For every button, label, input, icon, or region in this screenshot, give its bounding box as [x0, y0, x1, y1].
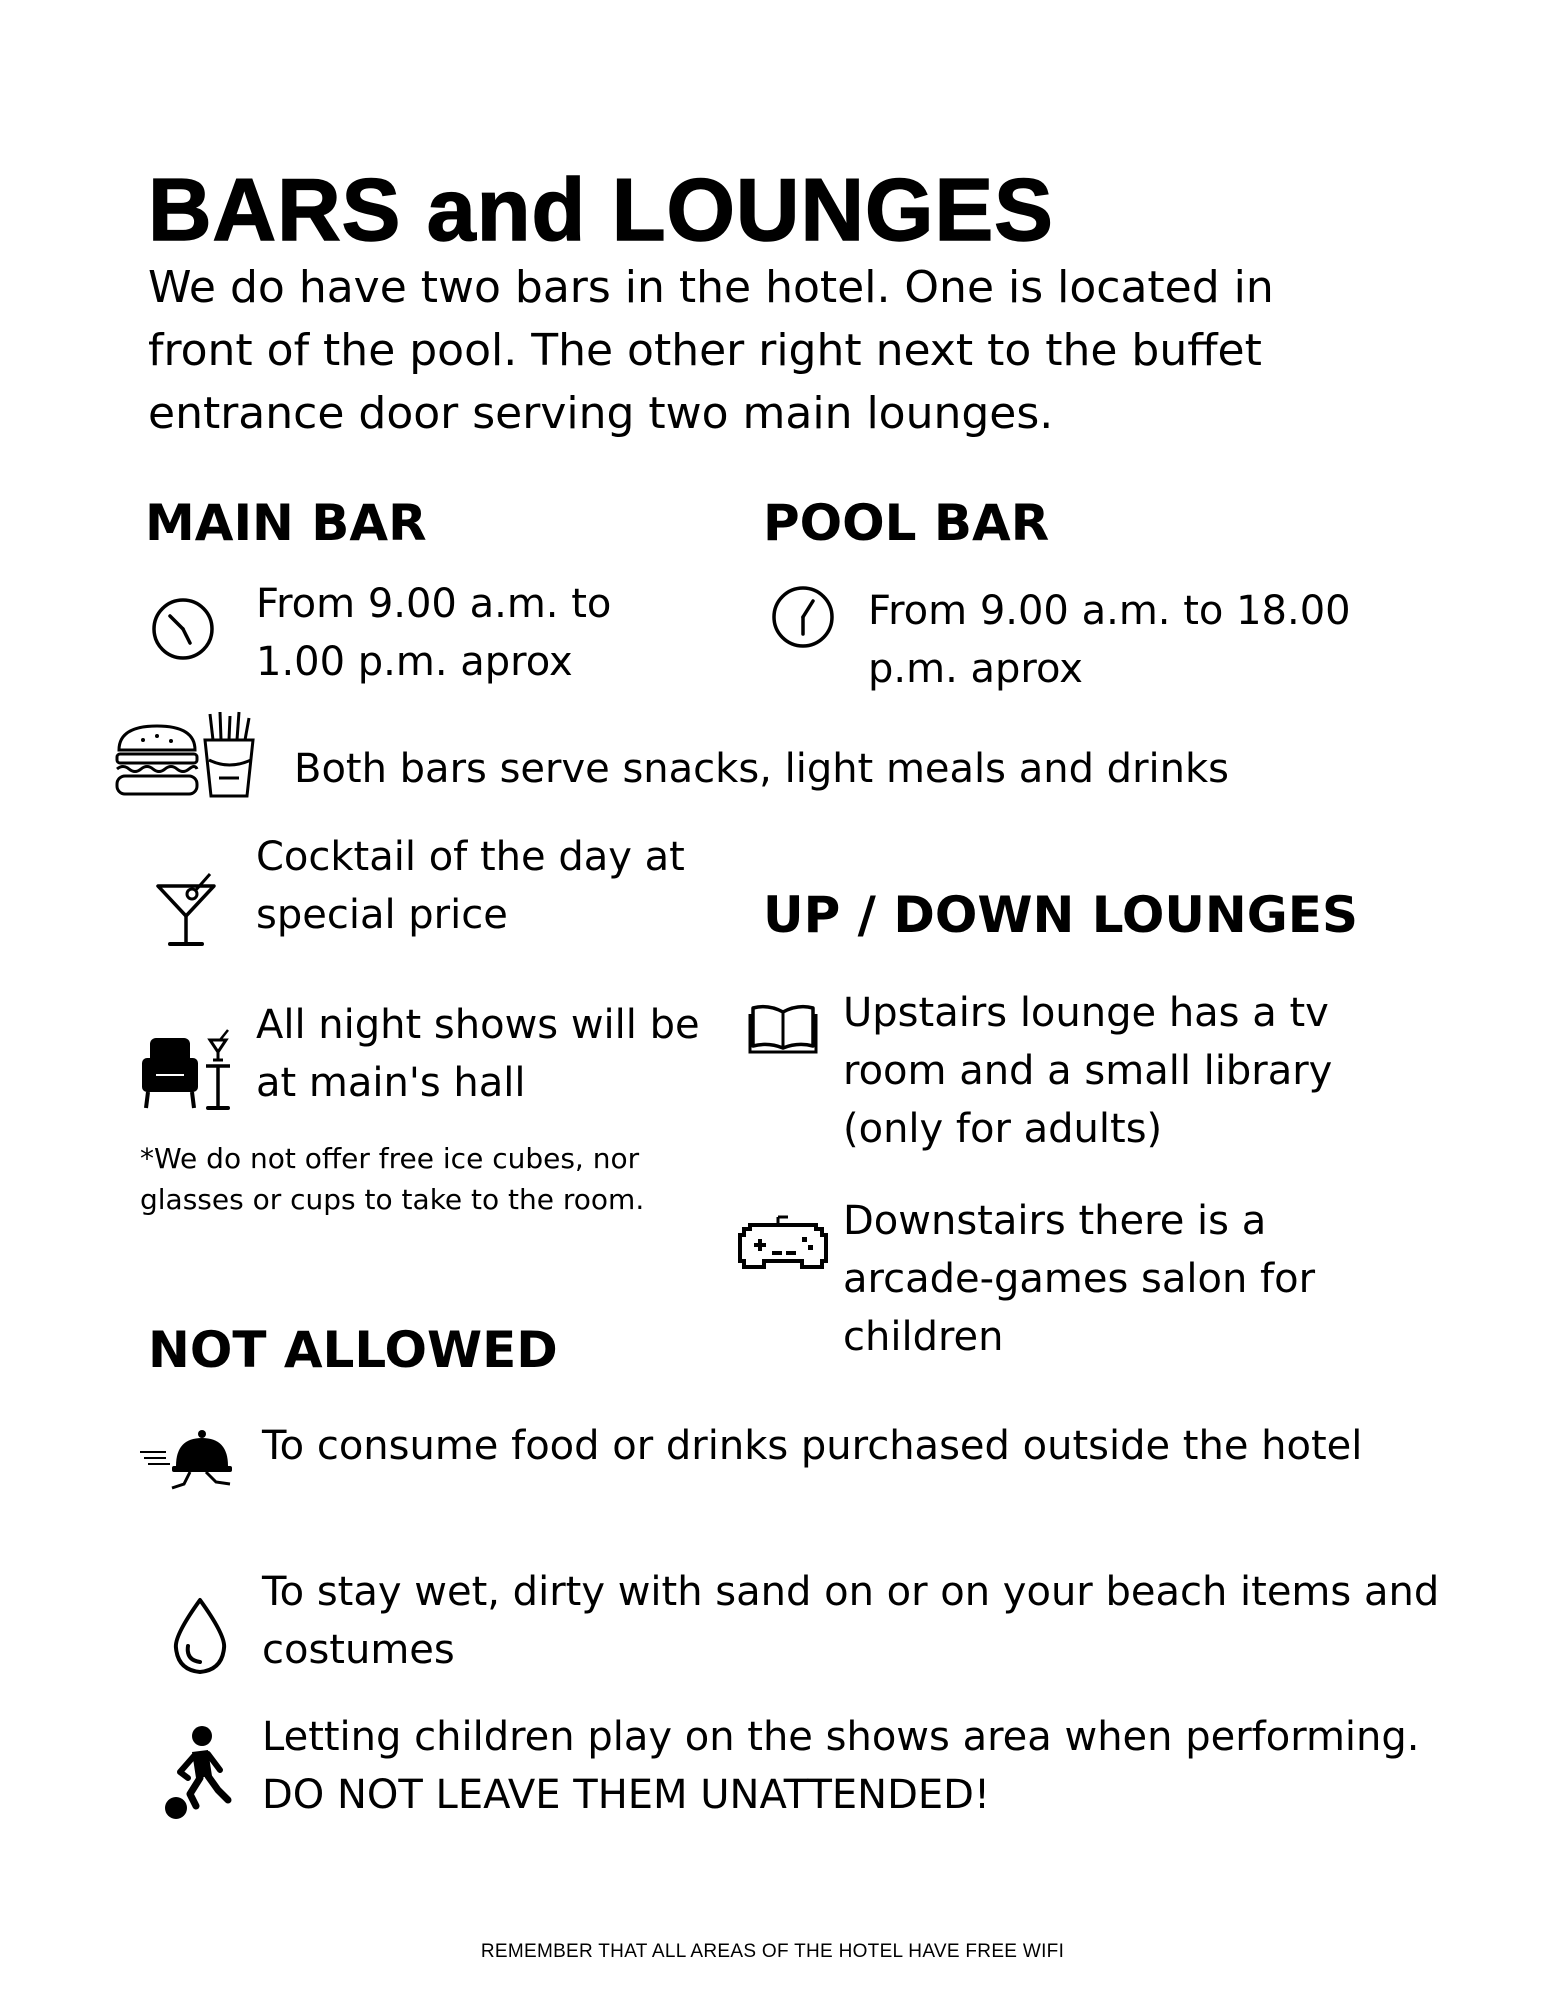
lounges-heading: UP / DOWN LOUNGES — [763, 886, 1358, 944]
clock-icon — [770, 584, 836, 650]
note-text: *We do not offer free ice cubes, nor glasses or cups to take to the room. — [140, 1142, 645, 1216]
not-allowed-item: To consume food or drinks purchased outside the hotel — [262, 1423, 1363, 1469]
clock-icon — [150, 596, 216, 662]
game-controller-icon — [738, 1215, 828, 1275]
pool-bar-hours: From 9.00 a.m. to 18.00 p.m. aprox — [868, 588, 1351, 692]
night-shows-text: All night shows will be at main's hall — [256, 1002, 700, 1106]
child-ball-icon — [162, 1724, 234, 1820]
pool-bar-heading: POOL BAR — [763, 494, 1050, 552]
water-drop-icon — [170, 1596, 230, 1676]
not-allowed-item: To stay wet, dirty with sand on or on your beach items and costumes — [262, 1569, 1440, 1673]
both-bars-text: Both bars serve snacks, light meals and drinks — [294, 746, 1229, 792]
food-delivery-icon — [140, 1428, 236, 1494]
main-bar-heading: MAIN BAR — [145, 494, 427, 552]
armchair-drink-icon — [140, 1030, 232, 1114]
downstairs-text: Downstairs there is a arcade-games salon for children — [843, 1198, 1316, 1360]
cocktail-text: Cocktail of the day at special price — [256, 834, 685, 938]
not-allowed-heading: NOT ALLOWED — [148, 1321, 558, 1379]
upstairs-text: Upstairs lounge has a tv room and a small library (only for adults) — [843, 990, 1333, 1152]
not-allowed-item: Letting children play on the shows area when performing. DO NOT LEAVE THEM UNATTENDED! — [262, 1714, 1420, 1818]
page-title: BARS and LOUNGES — [148, 160, 1054, 259]
main-bar-hours: From 9.00 a.m. to 1.00 p.m. aprox — [256, 581, 612, 685]
cocktail-glass-icon — [154, 872, 218, 948]
intro-text: We do have two bars in the hotel. One is located in front of the pool. The other right next to the buffet entrance door serving two main lounges. — [148, 262, 1274, 439]
open-book-icon — [748, 1002, 818, 1054]
footer-note: REMEMBER THAT ALL AREAS OF THE HOTEL HAVE FREE WIFI — [480, 1941, 1065, 1962]
burger-fries-icon — [113, 710, 258, 798]
